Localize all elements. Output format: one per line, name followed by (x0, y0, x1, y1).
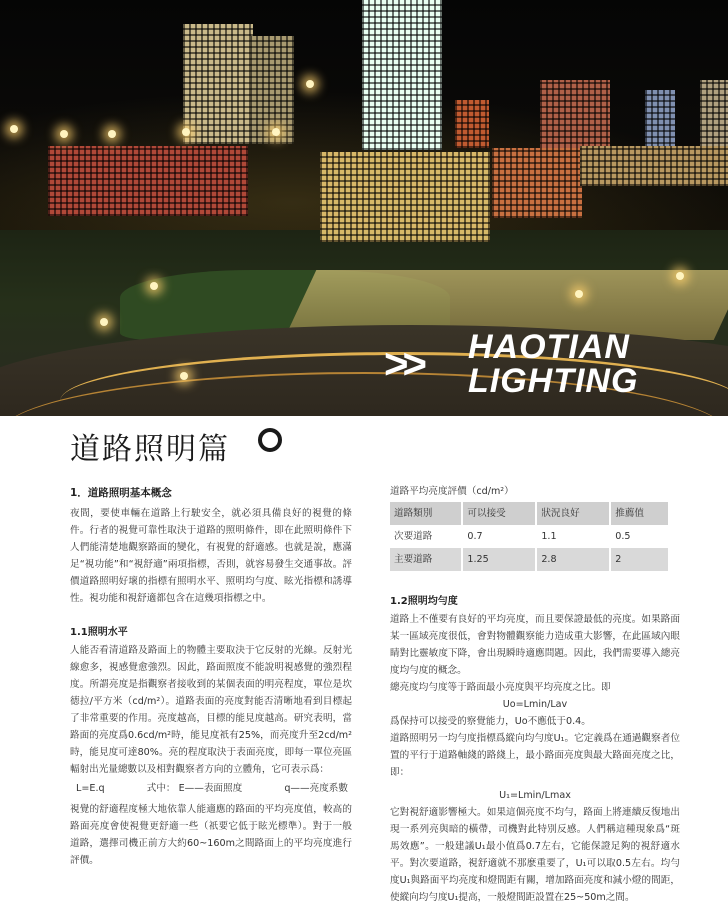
table-header: 推薦值 (610, 502, 668, 525)
street-lamp (10, 125, 18, 133)
table-cell: 1.1 (536, 525, 610, 548)
brand-name-line2: LIGHTING (468, 362, 639, 400)
tower-left (183, 24, 253, 144)
section-heading: 1.2照明均勻度 (390, 596, 458, 607)
hero-photo (0, 0, 728, 416)
table-cell: 0.5 (610, 525, 668, 548)
tower-left-2 (250, 36, 294, 144)
table-cell: 主要道路 (390, 548, 462, 571)
formula-where: 式中： E——表面照度 (146, 783, 243, 794)
formula: L=E.q (76, 783, 105, 794)
section-heading: 1．道路照明基本概念 (70, 487, 172, 499)
paragraph: 道路照明另一均勻度指標爲縱向均勻度U₁。它定義爲在通過觀察者位置的平行于道路軸綫的路綫上，最小路面亮度與最大路面亮度之比，即： (390, 733, 680, 778)
table-caption: 道路平均亮度評價（cd/m²） (390, 486, 514, 497)
formula-q: q——亮度系數 (284, 783, 348, 794)
paragraph: 視覺的舒適程度極大地依靠人能適應的路面的平均亮度值，較高的路面亮度會使視覺更舒適一些（祇要它低于眩光標準）。對于一般道路，選擇司機正前方大約60~160m之間路面上的平均亮度進行評價。 (70, 804, 352, 866)
tower-edge (700, 80, 728, 150)
brand-arrows: >> (384, 340, 422, 387)
street-lamp (180, 372, 188, 380)
street-lamp (60, 130, 68, 138)
table-cell: 2 (610, 548, 668, 571)
formula-row (70, 778, 352, 801)
page-title: 道路照明篇 (70, 432, 230, 467)
table-cell: 0.7 (462, 525, 536, 548)
table-header: 可以接受 (462, 502, 536, 525)
street-lamp (676, 272, 684, 280)
building-far-right (580, 146, 728, 186)
table-cell: 1.25 (462, 548, 536, 571)
paragraph: 爲保持可以接受的察覺能力，Uo不應低于0.4。 (390, 716, 591, 727)
right-column (390, 484, 680, 906)
street-lamp (108, 130, 116, 138)
luminance-table (390, 502, 668, 571)
building-right (492, 148, 582, 218)
title-circle-icon (258, 428, 282, 452)
table-cell: 次要道路 (390, 525, 462, 548)
brand-name-line1: HAOTIAN (468, 328, 630, 366)
paragraph: 夜間，要使車輛在道路上行駛安全，就必須具備良好的視覺的條件。行者的視覺可靠性取決于道路的照明條件，即在此照明條件下人們能清楚地觀察路面的變化，有視覺的舒適感。也就是說，應滿足“視功能”和“視舒適”兩項指標，否則，就容易發生交通事故。評價道路照明好壞的指標有照明水平、照明均勻度、眩光指標和誘導性。視功能和視舒適都包含在這幾項指標之中。 (70, 508, 352, 604)
formula: Uo=Lmin/Lav (502, 699, 568, 710)
street-lamp (306, 80, 314, 88)
paragraph: 它對視舒適影響極大。如果這個亮度不均勻，路面上將連續反復地出現一系列亮與暗的橫帶，司機對此特別反感。人們稱這種現象爲“斑馬效應”。一般建議U₁最小值爲0.7左右，它能保證足夠的視舒適水平。對次要道路，視舒適就不那麽重要了，U₁可以取0.5左右。均勻度U₁與路面平均亮度和燈間距有關，增加路面亮度和減小燈的間距，使縱向均勻度U₁提高，一般燈間距設置在25~50m之間。 (390, 807, 680, 903)
table-cell: 2.8 (536, 548, 610, 571)
tower-right (540, 80, 610, 150)
tower-far-right (645, 90, 675, 150)
formula: U₁=Lmin/Lmax (499, 790, 571, 801)
street-lamp (100, 318, 108, 326)
table-header: 道路類別 (390, 502, 462, 525)
table-row (390, 525, 668, 548)
street-lamp (272, 128, 280, 136)
section-heading: 1.1照明水平 (70, 627, 128, 638)
table-header: 狀況良好 (536, 502, 610, 525)
paragraph: 總亮度均勻度等于路面最小亮度與平均亮度之比。即 (390, 682, 611, 693)
brand-logo (384, 330, 684, 402)
tower-right-red (455, 100, 489, 148)
tower-center (362, 0, 442, 150)
building-red (48, 146, 248, 216)
left-column (70, 484, 352, 869)
paragraph: 道路上不僅要有良好的平均亮度，而且要保證最低的亮度。如果路面某一區域亮度很低，會對物體觀察能力造成重大影響，在此區域內眼睛對比靈敏度下降，會出現瞬時適應問題。因此，我們需要導入總亮度均勻度的概念。 (390, 614, 680, 676)
paragraph: 人能否看清道路及路面上的物體主要取決于它反射的光線。反射光線愈多，視感覺愈強烈。因此，路面照度不能說明視感覺的強烈程度。所謂亮度是指觀察者接收到的某個表面的明亮程度，單位是坎德拉/平方米（cd/m²）。道路表面的亮度對能否清晰地看到目標起了非常重要的作用。亮度越高，目標的能見度越高。研究表明，當路面的亮度爲0.6cd/m²時，能見度祇有25%，而亮度升至2cd/m²時，能見度可達80%。亮的程度取決于表面亮度，即每一單位亮區輻射出光量總數以及相對觀察者方向的立體角，它可表示爲： (70, 645, 352, 775)
table-header-row (390, 502, 668, 525)
table-row (390, 548, 668, 571)
street-lamp (182, 128, 190, 136)
street-lamp (575, 290, 583, 298)
street-lamp (150, 282, 158, 290)
building-center (320, 152, 490, 242)
